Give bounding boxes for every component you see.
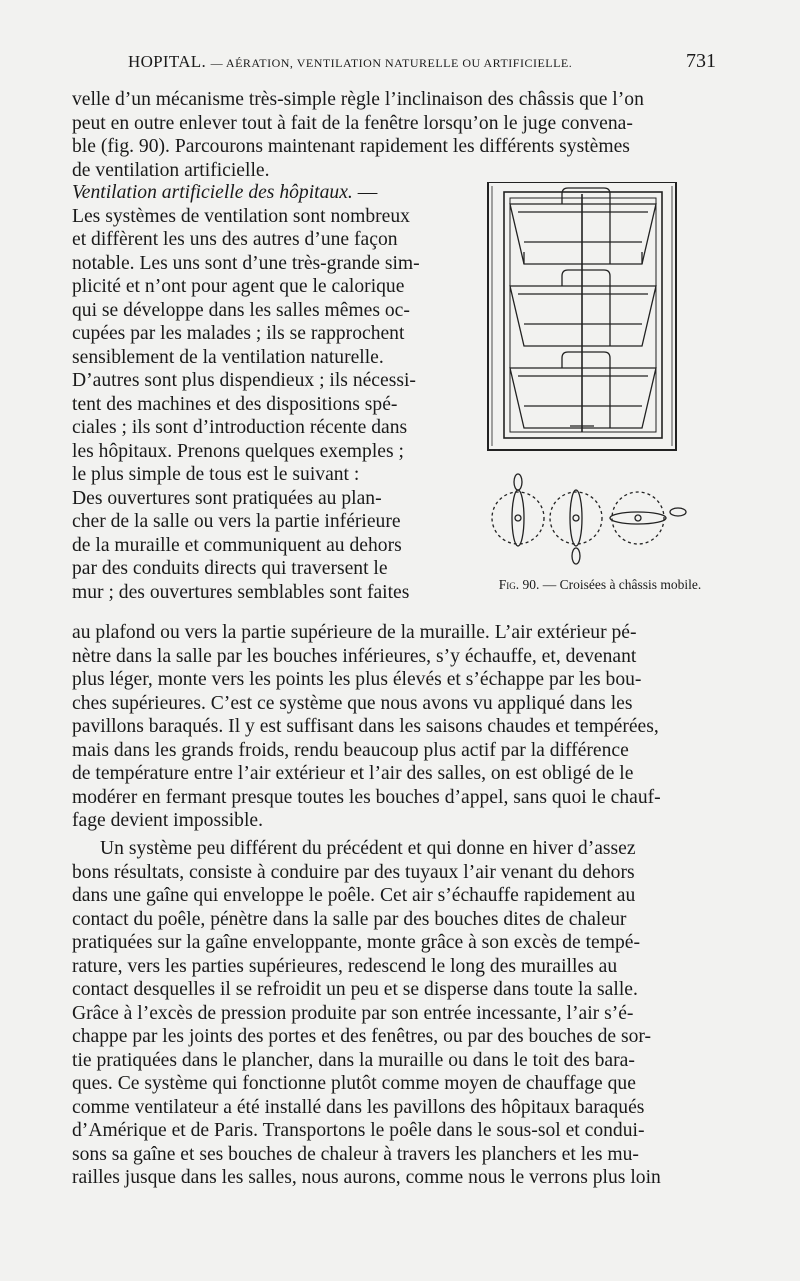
text-line: tie pratiquées dans le plancher, dans la muraille ou dans le toit des bara-	[72, 1049, 635, 1071]
text-line: qui se développe dans les salles mêmes oc-	[72, 299, 410, 321]
text-line: cher de la salle ou vers la partie inférieure	[72, 511, 401, 532]
detail-diagram-2	[550, 490, 602, 564]
window-sash-figure	[478, 182, 718, 612]
text-line: ches supérieures. C’est ce système que nous avons vu appliqué dans les	[72, 692, 633, 714]
section-heading: Ventilation artificielle des hôpitaux.	[72, 182, 353, 203]
text-line: ques. Ce système qui fonctionne plutôt comme moyen de chauffage que	[72, 1073, 636, 1094]
text-line: Des ouvertures sont pratiquées au plan-	[72, 487, 382, 509]
text-line: contact du poêle, pénètre dans la salle par des bouches dites de chaleur	[72, 908, 627, 930]
text-line: velle d’un mécanisme très-simple règle l’inclinaison des châssis que l’on	[72, 89, 644, 110]
text-line: les hôpitaux. Prenons quelques exemples ;	[72, 440, 404, 462]
text-line: mais dans les grands froids, rendu beaucoup plus actif par la différence	[72, 739, 629, 761]
running-header	[128, 50, 716, 73]
text-line: peut en outre enlever tout à fait de la fenêtre lorsqu’on le juge convena-	[72, 112, 633, 134]
text-line: par des conduits directs qui traversent le	[72, 558, 388, 579]
text-line: notable. Les uns sont d’une très-grande sim-	[72, 252, 420, 274]
text-line: ble (fig. 90). Parcourons maintenant rapidement les différents systèmes	[72, 136, 630, 157]
text-line: nètre dans la salle par les bouches inférieures, s’y échauffe, et, devenant	[72, 645, 637, 667]
text-line: comme ventilateur a été installé dans les pavillons des hôpitaux baraqués	[72, 1096, 645, 1118]
running-title	[128, 52, 572, 72]
wrapped-paragraphs	[72, 181, 460, 604]
figure-caption-text: — Croisées à châssis mobile.	[542, 577, 702, 592]
text-line: mur ; des ouvertures semblables sont faites	[72, 581, 410, 603]
sash-bottom	[510, 352, 656, 428]
text-line: modérer en fermant presque toutes les bouches d’appel, sans quoi le chauf-	[72, 786, 661, 808]
detail-diagram-3	[610, 492, 686, 544]
sash-top	[510, 188, 656, 264]
text-line: contact desquelles il se refroidit un peu et se disperse dans toute la salle.	[72, 979, 638, 1000]
text-line: D’autres sont plus dispendieux ; ils nécessi-	[72, 370, 416, 391]
page-number: 731	[686, 50, 716, 72]
text-line: plus léger, monte vers les points les plus élevés et s’échappe par les bou-	[72, 669, 642, 690]
text-line: le plus simple de tous est le suivant :	[72, 464, 360, 485]
intro-paragraph	[72, 88, 717, 182]
running-title-rest: — AÉRATION, VENTILATION NATURELLE OU ARTIFICIELLE.	[210, 56, 573, 70]
text-line: sons sa gaîne et ses bouches de chaleur à travers les planchers et les mu-	[72, 1143, 639, 1165]
text-line: chappe par les joints des portes et des fenêtres, ou par des bouches de sor-	[72, 1026, 652, 1047]
sash-middle	[510, 270, 656, 346]
section-heading-line: Ventilation artificielle des hôpitaux. —	[72, 182, 378, 203]
paragraph-second	[72, 837, 717, 1190]
text-line: cupées par les malades ; ils se rapprochent	[72, 323, 405, 344]
text-line: de température entre l’air extérieur et l’air des salles, on est obligé de le	[72, 763, 634, 784]
text-line: railles jusque dans les salles, nous aurons, comme nous le verrons plus loin	[72, 1167, 661, 1188]
text-line: bons résultats, consiste à conduire par des tuyaux l’air venant du dehors	[72, 861, 635, 883]
text-line: plicité et n’ont pour agent que le calorique	[72, 276, 405, 297]
text-line: dans une gaîne qui enveloppe le poêle. Cet air s’échauffe rapidement au	[72, 885, 636, 906]
text-line: fage devient impossible.	[72, 810, 263, 831]
text-line: tent des machines et des dispositions spé-	[72, 393, 398, 415]
text-line: pavillons baraqués. Il y est suffisant dans les saisons chaudes et tempérées,	[72, 716, 659, 737]
detail-diagram-1	[492, 474, 544, 546]
text-line: et diffèrent les uns des autres d’une façon	[72, 229, 398, 250]
running-title-main: HOPITAL.	[128, 52, 207, 71]
text-line: d’Amérique et de Paris. Transportons le poêle dans le sous-sol et condui-	[72, 1120, 645, 1141]
text-line: sensiblement de la ventilation naturelle.	[72, 346, 384, 368]
figure-caption	[484, 576, 716, 593]
text-line: Un système peu différent du précédent et qui donne en hiver d’assez	[100, 838, 636, 859]
paragraph-continued	[72, 621, 717, 833]
text-line: Les systèmes de ventilation sont nombreux	[72, 205, 410, 227]
figure-label: Fig. 90.	[498, 577, 540, 592]
text-line: de ventilation artificielle.	[72, 159, 270, 181]
text-line: Grâce à l’excès de pression produite par son entrée incessante, l’air s’é-	[72, 1002, 634, 1024]
text-line: rature, vers les parties supérieures, redescend le long des murailles au	[72, 955, 618, 977]
text-line: de la muraille et communiquent au dehors	[72, 534, 402, 556]
text-line: ciales ; ils sont d’introduction récente dans	[72, 417, 408, 438]
text-line: pratiquées sur la gaîne enveloppante, monte grâce à son excès de tempé-	[72, 932, 640, 953]
text-line: au plafond ou vers la partie supérieure de la muraille. L’air extérieur pé-	[72, 622, 637, 643]
